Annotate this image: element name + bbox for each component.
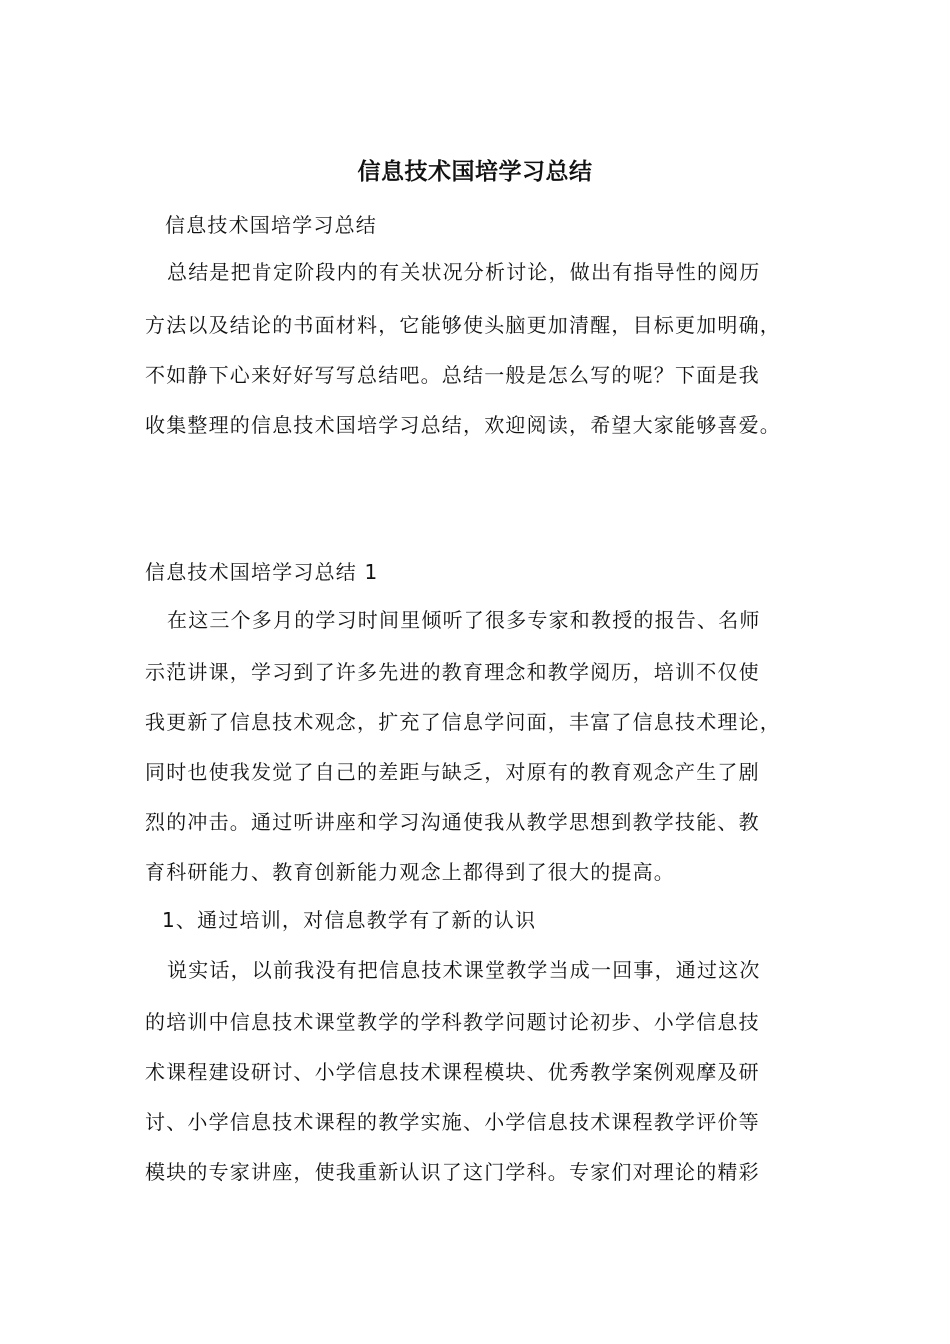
paragraph-line: 总结是把肯定阶段内的有关状况分析讨论，做出有指导性的阅历 [167, 260, 761, 284]
paragraph-line: 不如静下心来好好写写总结吧。总结一般是怎么写的呢？下面是我 [145, 363, 760, 387]
paragraph-line: 收集整理的信息技术国培学习总结，欢迎阅读，希望大家能够喜爱。 [145, 413, 781, 437]
paragraph-line: 示范讲课，学习到了许多先进的教育理念和教学阅历，培训不仅使 [145, 660, 760, 684]
paragraph-line: 术课程建设研讨、小学信息技术课程模块、优秀教学案例观摩及研 [145, 1060, 760, 1084]
paragraph-line: 说实话，以前我没有把信息技术课堂教学当成一回事，通过这次 [167, 958, 761, 982]
paragraph-line: 讨、小学信息技术课程的教学实施、小学信息技术课程教学评价等 [145, 1110, 760, 1134]
paragraph-line: 在这三个多月的学习时间里倾听了很多专家和教授的报告、名师 [167, 608, 761, 632]
numbered-heading: 1、通过培训，对信息教学有了新的认识 [162, 908, 537, 932]
document-title: 信息技术国培学习总结 [357, 159, 593, 185]
paragraph-line: 我更新了信息技术观念，扩充了信息学问面，丰富了信息技术理论， [145, 710, 781, 734]
paragraph-line: 同时也使我发觉了自己的差距与缺乏，对原有的教育观念产生了剧 [145, 760, 760, 784]
paragraph-line: 模块的专家讲座，使我重新认识了这门学科。专家们对理论的精彩 [145, 1160, 760, 1184]
section-heading: 信息技术国培学习总结 1 [145, 560, 379, 584]
paragraph-line: 育科研能力、教育创新能力观念上都得到了很大的提高。 [145, 860, 675, 884]
subtitle-line: 信息技术国培学习总结 [165, 213, 377, 237]
paragraph-line: 方法以及结论的书面材料，它能够使头脑更加清醒，目标更加明确， [145, 313, 781, 337]
paragraph-line: 烈的冲击。通过听讲座和学习沟通使我从教学思想到教学技能、教 [145, 810, 760, 834]
paragraph-line: 的培训中信息技术课堂教学的学科教学问题讨论初步、小学信息技 [145, 1010, 760, 1034]
